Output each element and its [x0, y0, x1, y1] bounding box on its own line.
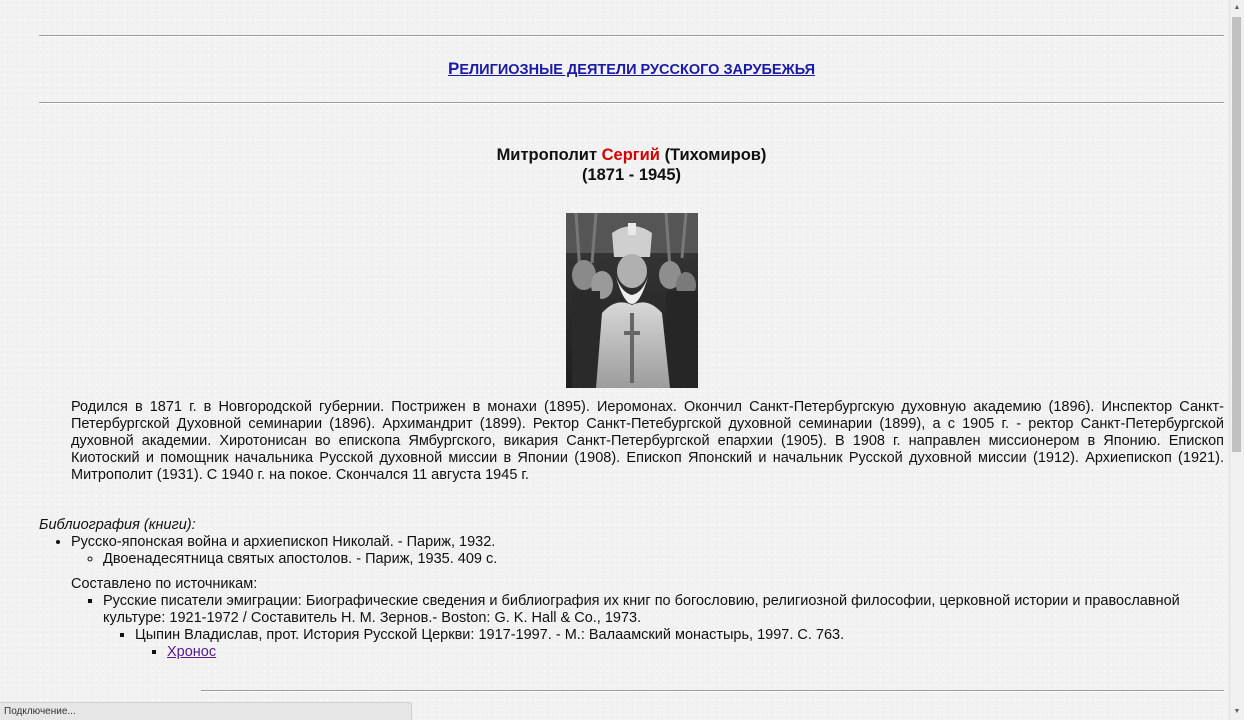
chronos-link[interactable]: Хронос [167, 644, 217, 660]
page-content [39, 0, 1224, 661]
sources-list [71, 593, 1224, 661]
scroll-down-icon[interactable]: ▼ [1233, 708, 1241, 715]
bibliography-item: ◦ Двоенадесятница святых апостолов. - Париж, 1935. 409 с. [103, 551, 1224, 568]
section-title [39, 59, 1224, 79]
portrait-container [39, 213, 1224, 388]
bibliography-list [39, 534, 1224, 661]
person-name-highlight: Сергий [601, 146, 660, 164]
person-years: (1871 - 1945) [581, 166, 682, 184]
source-link-item [167, 644, 1224, 661]
source-item: ▪ Русские писатели эмиграции: Биографические сведения и библиография их книг по богословию, религиозной философии, церковной истории и православной культуре: 1921-1972 / Составитель Н. М. Зернов.- Boston: G. K. Hall & Co., 1973. [103, 593, 1224, 627]
biography-text: Родился в 1871 г. в Новгородской губернии. Пострижен в монахи (1895). Иеромонах. Окончил Санкт-Петербургскую духовную академию (1896). Инспектор Санкт-Петербургской Духовной семинарии (1896). Архимандрит (1899). Ректор Санкт-Петебургской духовной семинарии (1899), а с 1905 г. - ректор Санкт-Петербургской духовной академии. Хиротонисан во епископа Ямбургского, викария Санкт-Петербургской епархии (1905). В 1908 г. направлен миссионером в Японию. Епископ Киотоский и помощник начальника Русской духовной миссии в Японии (1908). Епископ Японский и начальник Русской духовной миссии (1912). Архиепископ (1921). Митрополит (1931). С 1940 г. на покое. Скончался 11 августа 1945 г. [71, 399, 1224, 483]
section-title-initial: Р [447, 59, 460, 78]
section-title-link[interactable] [447, 59, 815, 78]
person-heading [39, 145, 1224, 185]
sources-links-list [135, 644, 1224, 661]
status-bar: Подключение... [0, 702, 412, 720]
bibliography-heading: Библиография (книги): [39, 517, 196, 533]
scrollbar-thumb[interactable] [1232, 17, 1241, 452]
scroll-up-icon[interactable]: ▲ [1233, 4, 1241, 11]
sources-sublist [103, 627, 1224, 661]
person-title: Митрополит [496, 146, 598, 164]
bibliography-sublist [71, 551, 1224, 661]
person-surname: (Тихомиров) [664, 146, 767, 164]
section-title-text: ЕЛИГИОЗНЫЕ ДЕЯТЕЛИ РУССКОГО ЗАРУБЕЖЬЯ [459, 62, 815, 78]
sources-heading: Составлено по источникам: [71, 576, 258, 592]
source-item: ▪ Цыпин Владислав, прот. История Русской Церкви: 1917-1997. - М.: Валаамский монастырь, 1997. С. 763. [135, 627, 1224, 644]
vertical-scrollbar[interactable] [1229, 0, 1244, 720]
header-divider [39, 102, 1224, 104]
portrait-photo [566, 213, 698, 388]
bottom-divider [201, 690, 1224, 692]
bibliography-item: • Русско-японская война и архиепископ Николай. - Париж, 1932. [71, 534, 1224, 551]
top-divider [39, 35, 1224, 37]
